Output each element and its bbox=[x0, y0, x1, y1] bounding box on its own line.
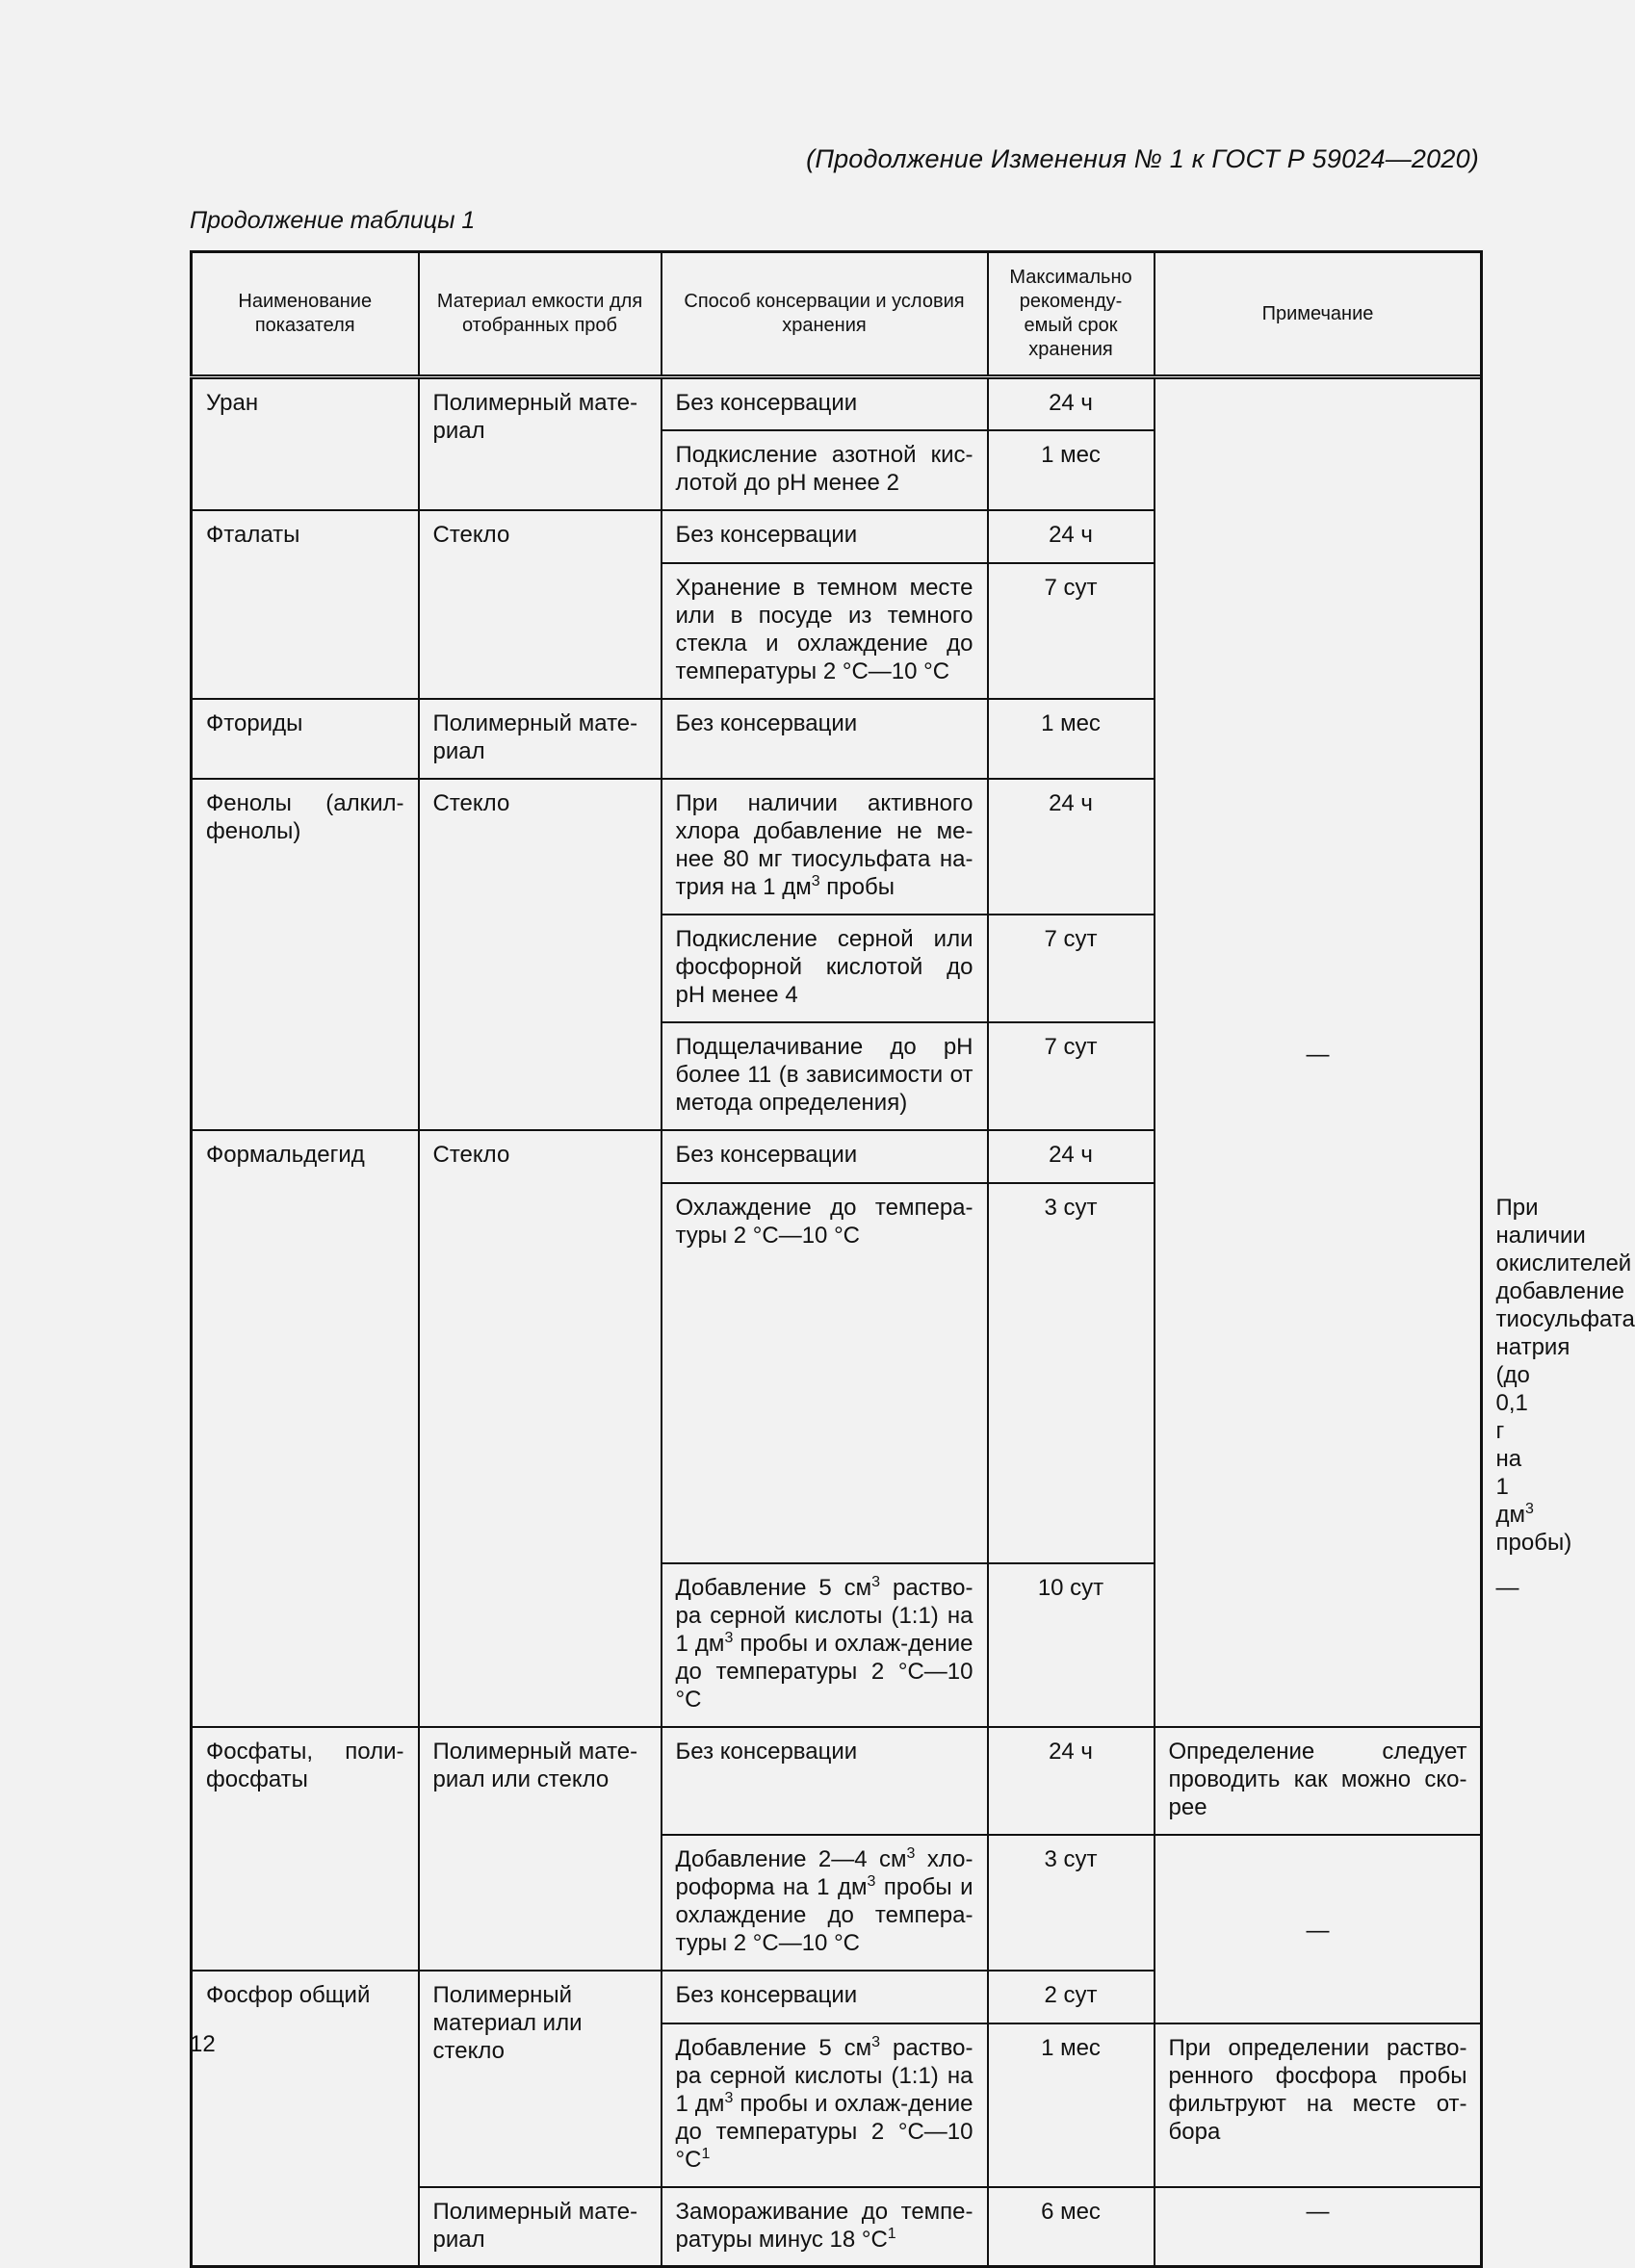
method-cell: Без консервации bbox=[662, 510, 988, 563]
column-header: Материал емкости для отобранных проб bbox=[419, 252, 662, 377]
method-text: хло-роформа на 1 дм bbox=[675, 1845, 973, 1900]
column-header: Максимально рекоменду-емый срок хранения bbox=[988, 252, 1155, 377]
duration-cell: 7 сут bbox=[988, 563, 1155, 699]
method-text: Замораживание до темпе-ратуры минус 18 °С bbox=[675, 2198, 973, 2253]
method-cell: Подкисление азотной кис-лотой до pH менее 2 bbox=[662, 430, 988, 510]
duration-cell: 3 сут bbox=[988, 1835, 1155, 1971]
superscript: 3 bbox=[867, 1872, 876, 1890]
note-cell: Определение следует проводить как можно ско-рее bbox=[1155, 1727, 1482, 1835]
duration-cell: 24 ч bbox=[988, 1727, 1155, 1835]
method-cell: Без консервации bbox=[662, 699, 988, 779]
duration-cell: 7 сут bbox=[988, 1022, 1155, 1130]
duration-cell: 24 ч bbox=[988, 377, 1155, 430]
duration-cell: 2 сут bbox=[988, 1971, 1155, 2023]
superscript: 3 bbox=[811, 872, 820, 889]
page-number: 12 bbox=[190, 2031, 216, 2057]
method-text: пробы и охлаждение до темпера-туры 2 °С—10 °С bbox=[675, 1873, 973, 1956]
duration-cell: 24 ч bbox=[988, 779, 1155, 915]
method-cell: Подкисление серной или фосфорной кислотой до pH менее 4 bbox=[662, 915, 988, 1022]
superscript: 3 bbox=[724, 2089, 734, 2106]
note-cell: — bbox=[1155, 2187, 1482, 2267]
method-text: Добавление 5 см bbox=[675, 2034, 872, 2061]
table-row: Добавление 5 $см^3$ раство-ра серной кислоты (1:1) на 1 $дм^3$ пробы и охлаж-дение до температуры 2 °С—10 °С 10 сут — bbox=[192, 1563, 1482, 1727]
method-cell: Хранение в темном месте или в посуде из темного стекла и охлаждение до температуры 2 °С—10 °С bbox=[662, 563, 988, 699]
data-table bbox=[190, 250, 1635, 2268]
duration-cell: 24 ч bbox=[988, 1130, 1155, 1183]
indicator-cell: Фталаты bbox=[192, 510, 419, 699]
table-header-row bbox=[192, 252, 1482, 377]
material-cell: Полимерный мате-риал bbox=[419, 2187, 662, 2267]
note-cell: При определении раство-ренного фосфора пробы фильтруют на месте от-бора bbox=[1155, 2023, 1482, 2187]
method-text: Добавление 5 см bbox=[675, 1574, 872, 1601]
method-cell: Без консервации bbox=[662, 377, 988, 430]
method-text: При наличии активного хлора добавление не ме-нее 80 мг тиосульфата на-трия на 1 дм bbox=[675, 789, 973, 900]
indicator-cell: Фенолы (алкил-фенолы) bbox=[192, 779, 419, 1130]
method-cell: Без консервации bbox=[662, 1727, 988, 1835]
method-cell bbox=[662, 2187, 988, 2267]
table-caption: Продолжение таблицы 1 bbox=[190, 207, 476, 234]
duration-cell: 1 мес bbox=[988, 2023, 1155, 2187]
method-text: раство-ра серной кислоты (1:1) на 1 дм bbox=[675, 2034, 973, 2117]
material-cell: Стекло bbox=[419, 1130, 662, 1727]
method-cell: Без консервации bbox=[662, 1971, 988, 2023]
document-header: (Продолжение Изменения № 1 к ГОСТ Р 59024—2020) bbox=[806, 144, 1479, 173]
method-text: пробы и охлаж-дение до температуры 2 °С—10 °С bbox=[675, 1630, 973, 1713]
column-header: Наименование показателя bbox=[192, 252, 419, 377]
method-text: пробы bbox=[819, 873, 895, 900]
duration-cell: 3 сут bbox=[988, 1183, 1155, 1563]
indicator-cell: Фториды bbox=[192, 699, 419, 779]
indicator-cell: Фосфаты, поли-фосфаты bbox=[192, 1727, 419, 1971]
method-cell bbox=[662, 1563, 988, 1727]
method-text: пробы и охлаж-дение до температуры 2 °С—10 °С bbox=[675, 2090, 973, 2173]
material-cell: Стекло bbox=[419, 779, 662, 1130]
note-text: пробы) bbox=[1495, 1529, 1572, 1556]
note-text: При наличии окислителей добавление тиосульфата натрия (до 0,1 г на 1 дм bbox=[1495, 1194, 1635, 1528]
duration-cell: 1 мес bbox=[988, 699, 1155, 779]
method-text: раство-ра серной кислоты (1:1) на 1 дм bbox=[675, 1574, 973, 1657]
material-cell: Полимерный мате-риал bbox=[419, 377, 662, 510]
method-text: Добавление 2—4 см bbox=[675, 1845, 907, 1872]
column-header: Примечание bbox=[1155, 252, 1482, 377]
superscript: 3 bbox=[1525, 1500, 1534, 1517]
superscript: 3 bbox=[871, 2033, 881, 2050]
footnote-mark: 1 bbox=[701, 2145, 711, 2162]
material-cell: Полимерный материал или стекло bbox=[419, 1971, 662, 2187]
method-cell: Охлаждение до темпера-туры 2 °С—10 °С bbox=[662, 1183, 988, 1563]
indicator-cell: Формальдегид bbox=[192, 1130, 419, 1727]
indicator-cell: Уран bbox=[192, 377, 419, 510]
superscript: 3 bbox=[871, 1573, 881, 1590]
method-cell: Подщелачивание до pH более 11 (в зависимости от метода определения) bbox=[662, 1022, 988, 1130]
material-cell: Полимерный мате-риал или стекло bbox=[419, 1727, 662, 1971]
table-row bbox=[192, 1727, 1482, 1835]
note-cell: — bbox=[1155, 377, 1482, 1727]
duration-cell: 10 сут bbox=[988, 1563, 1155, 1727]
duration-cell: 24 ч bbox=[988, 510, 1155, 563]
duration-cell: 7 сут bbox=[988, 915, 1155, 1022]
superscript: 3 bbox=[906, 1844, 916, 1862]
footnote-mark: 1 bbox=[887, 2225, 896, 2242]
method-cell: Без консервации bbox=[662, 1130, 988, 1183]
duration-cell: 6 мес bbox=[988, 2187, 1155, 2267]
table-row bbox=[192, 377, 1482, 430]
duration-cell: 1 мес bbox=[988, 430, 1155, 510]
column-header: Способ консервации и условия хранения bbox=[662, 252, 988, 377]
indicator-cell: Фосфор общий bbox=[192, 1971, 419, 2267]
method-cell bbox=[662, 779, 988, 915]
material-cell: Стекло bbox=[419, 510, 662, 699]
method-cell bbox=[662, 1835, 988, 1971]
method-cell bbox=[662, 2023, 988, 2187]
material-cell: Полимерный мате-риал bbox=[419, 699, 662, 779]
superscript: 3 bbox=[724, 1629, 734, 1646]
note-cell: — bbox=[1155, 1835, 1482, 2023]
